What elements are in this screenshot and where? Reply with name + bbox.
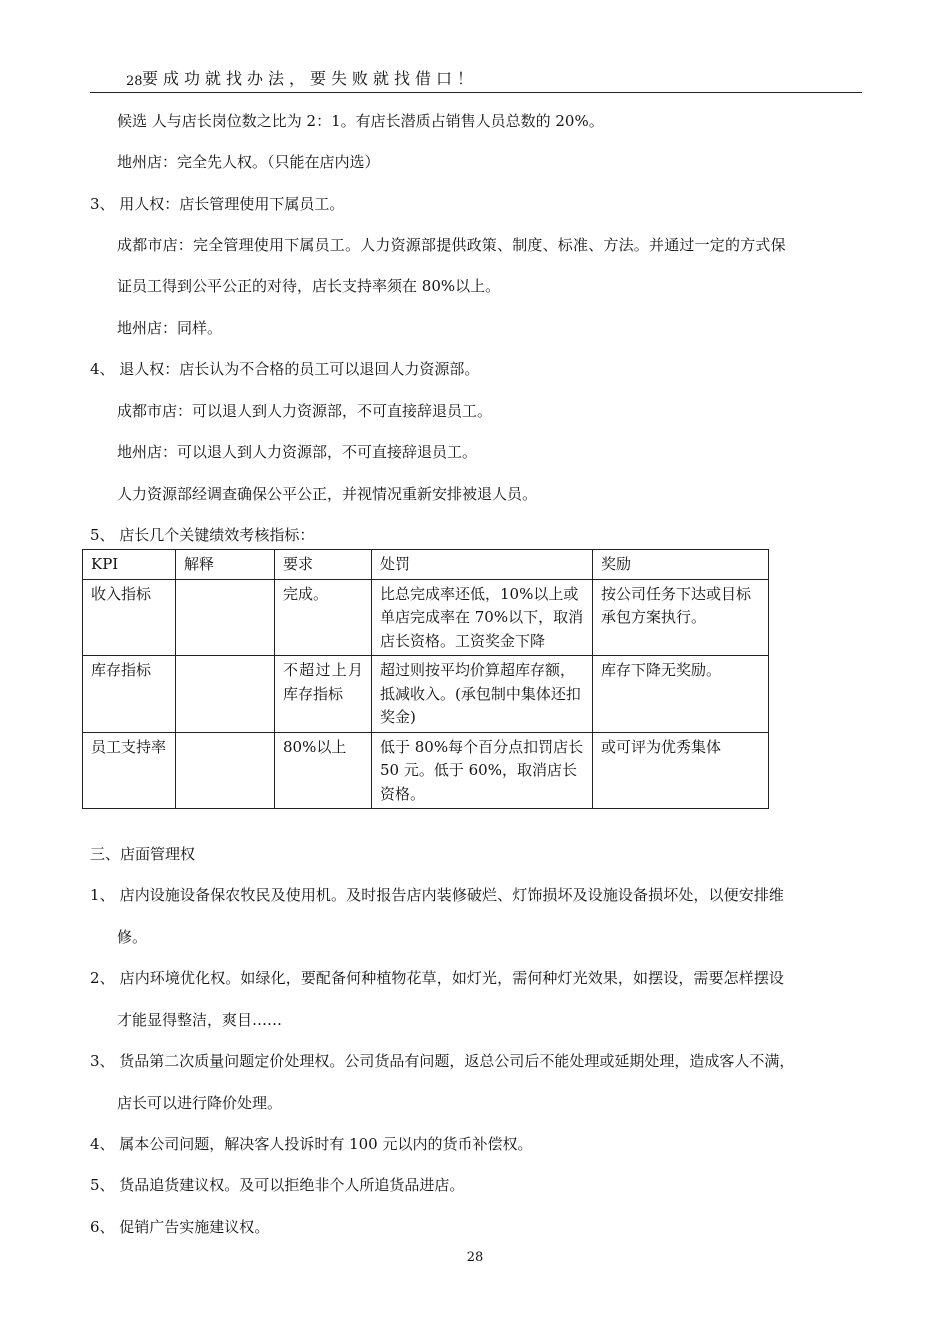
- text-line: 人力资源部经调查确保公平公正，并视情况重新安排被退人员。: [117, 485, 538, 503]
- text-line: 地州店：完全先人权。（只能在店内选）: [117, 153, 380, 171]
- table-cell: [176, 656, 275, 733]
- kpi-table: [82, 549, 769, 809]
- table-cell: 收入指标: [83, 579, 176, 656]
- table-cell: 或可评为优秀集体: [593, 732, 769, 809]
- text-line: 店长可以进行降价处理。: [117, 1094, 283, 1112]
- table-cell: 库存下降无奖励。: [593, 656, 769, 733]
- list-item: 2、 店内环境优化权。如绿化，要配备何种植物花草，如灯光，需何种灯光效果，如摆设，需要怎样摆设: [90, 969, 785, 987]
- table-cell: 库存指标: [83, 656, 176, 733]
- table-header-cell: 奖励: [593, 550, 769, 580]
- section-heading: 三、店面管理权: [90, 845, 196, 863]
- list-item: 5、 店长几个关键绩效考核指标：: [90, 526, 315, 544]
- header-page-number: 28: [126, 74, 143, 89]
- text-line: 修。: [117, 928, 148, 946]
- header-motto: 要成功就找办法，要失败就找借口！: [142, 69, 479, 88]
- table-header-cell: 处罚: [372, 550, 593, 580]
- table-header-cell: 要求: [275, 550, 372, 580]
- table-header-cell: KPI: [83, 550, 176, 580]
- text-line: 证员工得到公平公正的对待，店长支持率须在 80%以上。: [117, 277, 501, 295]
- text-line: 成都市店：可以退人到人力资源部，不可直接辞退员工。: [117, 402, 493, 420]
- text-line: 才能显得整洁，爽目……: [117, 1011, 283, 1029]
- table-cell: 完成。: [275, 579, 372, 656]
- table-cell: [176, 732, 275, 809]
- list-item: 6、 促销广告实施建议权。: [90, 1218, 270, 1236]
- table-cell: 低于 80%每个百分点扣罚店长 50 元。低于 60%，取消店长资格。: [372, 732, 593, 809]
- text-line: 地州店：同样。: [117, 319, 223, 337]
- page-header: [90, 62, 862, 93]
- table-cell: [176, 579, 275, 656]
- table-header-cell: 解释: [176, 550, 275, 580]
- list-item: 5、 货品追货建议权。及可以拒绝非个人所追货品进店。: [90, 1176, 465, 1194]
- text-line: 成都市店：完全管理使用下属员工。人力资源部提供政策、制度、标准、方法。并通过一定的方式保: [117, 236, 786, 254]
- list-item: 4、 属本公司问题，解决客人投诉时有 100 元以内的货币补偿权。: [90, 1135, 533, 1153]
- table-cell: 80%以上: [275, 732, 372, 809]
- table-row: [83, 656, 769, 733]
- table-cell: 按公司任务下达或目标承包方案执行。: [593, 579, 769, 656]
- list-item: 3、 货品第二次质量问题定价处理权。公司货品有问题，返总公司后不能处理或延期处理，造成客人不满，: [90, 1052, 795, 1070]
- table-cell: 员工支持率: [83, 732, 176, 809]
- list-item: 1、 店内设施设备保农牧民及使用机。及时报告店内装修破烂、灯饰损坏及设施设备损坏处，以便安排维: [90, 886, 785, 904]
- table-cell: 比总完成率还低，10%以上或单店完成率在 70%以下，取消店长资格。工资奖金下降: [372, 579, 593, 656]
- table-cell: 超过则按平均价算超库存额，抵减收入。(承包制中集体还扣奖金): [372, 656, 593, 733]
- table-header-row: [83, 550, 769, 580]
- table-cell: 不超过上月库存指标: [275, 656, 372, 733]
- list-item: 4、 退人权：店长认为不合格的员工可以退回人力资源部。: [90, 360, 480, 378]
- page-number: 28: [466, 1250, 484, 1265]
- table-row: [83, 732, 769, 809]
- text-line: 候选 人与店长岗位数之比为 2：1。有店长潜质占销售人员总数的 20%。: [117, 112, 604, 130]
- table-row: [83, 579, 769, 656]
- list-item: 3、 用人权：店长管理使用下属员工。: [90, 195, 345, 213]
- text-line: 地州店：可以退人到人力资源部，不可直接辞退员工。: [117, 443, 478, 461]
